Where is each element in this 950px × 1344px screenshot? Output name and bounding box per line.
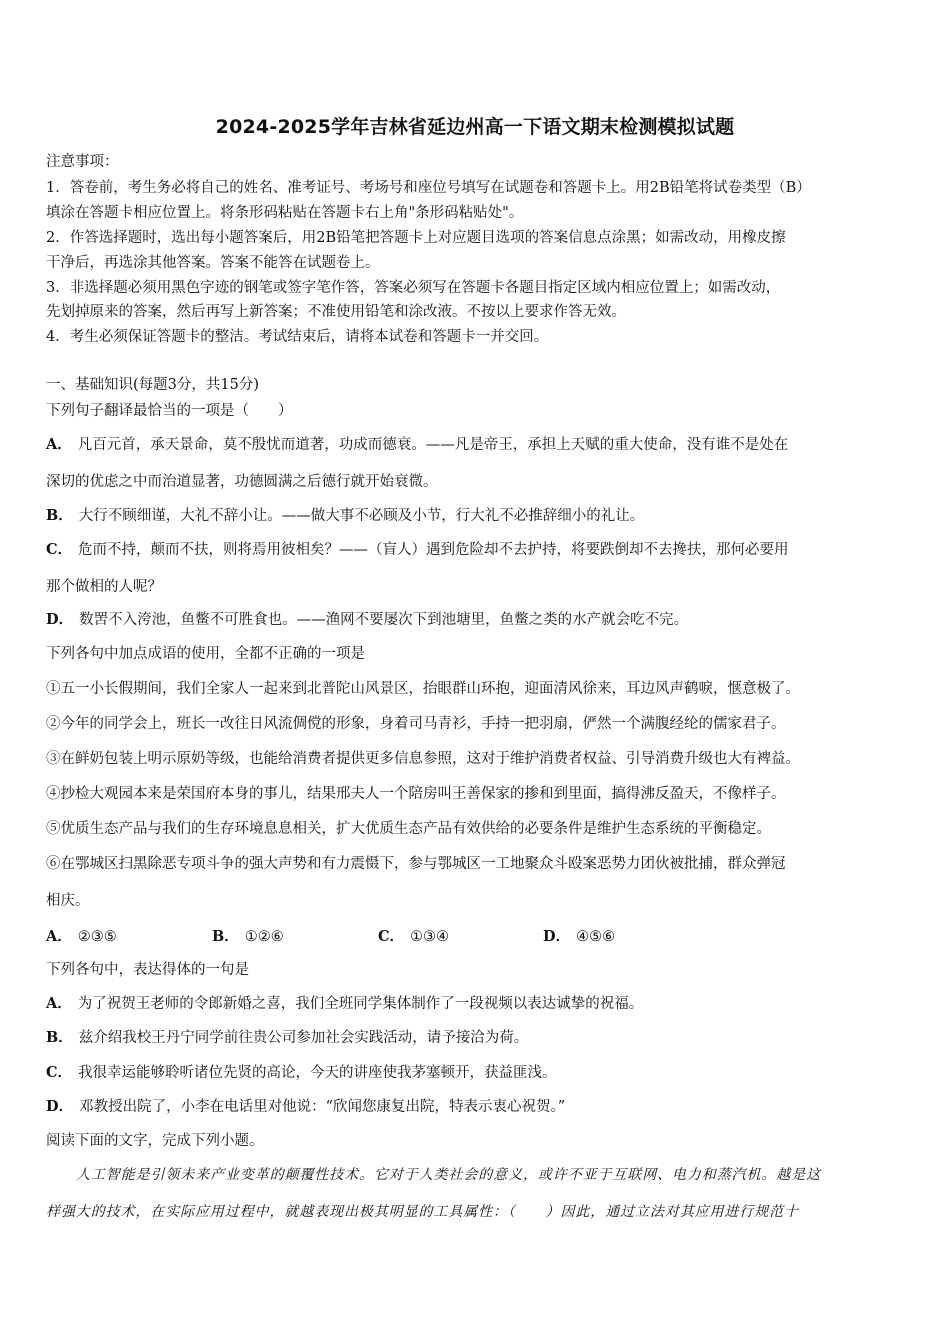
q3-option-a — [46, 995, 643, 1013]
option-text: 兹介绍我校王丹宁同学前往贵公司参加社会实践活动，请予接洽为荷。 — [78, 1030, 529, 1046]
q2-item: ①五一小长假期间，我们全家人一起来到北普陀山风景区，抬眼群山环抱，迎面清风徐来，耳边风声鹤唳，惬意极了。 — [46, 681, 800, 697]
option-label: C． — [46, 541, 73, 558]
option-text: 邓教授出院了，小李在电话里对他说：“欣闻您康复出院，特表示衷心祝贺。” — [79, 1099, 566, 1115]
q2-item: ④抄检大观园本来是荣国府本身的事儿，结果邢夫人一个陪房叫王善保家的掺和到里面，搞得沸反盈天，不像样子。 — [46, 786, 786, 802]
reading-intro: 阅读下面的文字，完成下列小题。 — [46, 1133, 264, 1149]
notice-heading: 注意事项： — [46, 154, 119, 170]
option-label: B． — [212, 928, 239, 945]
q2-item: ②今年的同学会上，班长一改往日风流倜傥的形象，身着司马青衫，手持一把羽扇，俨然一个满腹经纶的儒家君子。 — [46, 716, 786, 732]
q1-option-a — [46, 436, 788, 454]
option-label: C． — [46, 1064, 73, 1081]
option-text: ①③④ — [410, 929, 450, 945]
notice-line: 干净后，再选涂其他答案。答案不能答在试题卷上。 — [46, 255, 380, 271]
q3-option-b — [46, 1029, 528, 1047]
q2-choice-d — [543, 928, 615, 946]
q1-option-c — [46, 541, 789, 559]
reading-paragraph-cont: 样强大的技术，在实际应用过程中，就越表现出极其明显的工具属性：（ ）因此，通过立法对其应用进行规范十 — [46, 1204, 799, 1220]
notice-line: 填涂在答题卡相应位置上。将条形码粘贴在答题卡右上角"条形码粘贴处"。 — [46, 205, 524, 221]
q2-item: ⑥在鄂城区扫黑除恶专项斗争的强大声势和有力震慑下，参与鄂城区一工地聚众斗殴案恶势力团伙被批捕，群众弹冠 — [46, 856, 786, 872]
option-text: 数罟不入洿池，鱼鳖不可胜食也。——渔网不要屡次下到池塘里，鱼鳖之类的水产就会吃不完。 — [79, 612, 689, 628]
page-title: 2024-2025学年吉林省延边州高一下语文期末检测模拟试题 — [215, 116, 735, 138]
option-label: A． — [46, 436, 72, 453]
q3-option-d — [46, 1098, 565, 1116]
notice-line: 先划掉原来的答案，然后再写上新答案；不准使用铅笔和涂改液。不按以上要求作答无效。 — [46, 304, 626, 320]
option-text: ②③⑤ — [77, 929, 117, 945]
option-label: C． — [378, 928, 405, 945]
section-heading: 一、基础知识(每题3分，共15分) — [46, 377, 259, 393]
q2-choice-a — [46, 928, 117, 946]
q1-option-b — [46, 507, 644, 525]
option-label: D． — [543, 928, 571, 945]
q1-stem: 下列句子翻译最恰当的一项是（ ） — [46, 403, 293, 419]
option-label: B． — [46, 1029, 73, 1046]
option-text: ④⑤⑥ — [576, 929, 616, 945]
option-text: 危而不持，颠而不扶，则将焉用彼相矣？——（盲人）遇到危险却不去护持，将要跌倒却不去搀扶，那何必要用 — [78, 542, 789, 558]
q1-option-a-cont: 深切的优虑之中而治道显著，功德圆满之后德行就开始衰微。 — [46, 474, 438, 490]
option-label: B． — [46, 507, 73, 524]
q3-option-c — [46, 1064, 557, 1082]
option-text: 为了祝贺王老师的令郎新婚之喜，我们全班同学集体制作了一段视频以表达诚挚的祝福。 — [77, 996, 644, 1012]
notice-line: 2．作答选择题时，选出每小题答案后，用2B铅笔把答题卡上对应题目选项的答案信息点涂黑；如需改动，用橡皮擦 — [46, 230, 786, 246]
notice-line: 3．非选择题必须用黑色字迹的钢笔或签字笔作答，答案必须写在答题卡各题目指定区域内相应位置上；如需改动， — [46, 280, 781, 296]
notice-line: 4．考生必须保证答题卡的整洁。考试结束后，请将本试卷和答题卡一并交回。 — [46, 329, 549, 345]
q1-option-c-cont: 那个做相的人呢？ — [46, 579, 162, 595]
option-text: 我很幸运能够聆听诸位先贤的高论，今天的讲座使我茅塞顿开，获益匪浅。 — [78, 1065, 557, 1081]
q2-stem: 下列各句中加点成语的使用，全都不正确的一项是 — [46, 646, 365, 662]
option-text: 凡百元首，承天景命，莫不殷忧而道著，功成而德衰。——凡是帝王，承担上天赋的重大使命，没有谁不是处在 — [77, 437, 789, 453]
option-label: D． — [46, 1098, 74, 1115]
reading-paragraph: 人工智能是引领未来产业变革的颠覆性技术。它对于人类社会的意义，或许不亚于互联网、电力和蒸汽机。越是这 — [76, 1167, 821, 1183]
q2-choice-c — [378, 928, 449, 946]
q3-stem: 下列各句中，表达得体的一句是 — [46, 962, 249, 978]
option-text: ①②⑥ — [244, 929, 284, 945]
option-label: D． — [46, 611, 74, 628]
q1-option-d — [46, 611, 688, 629]
q2-item: ⑤优质生态产品与我们的生存环境息息相关，扩大优质生态产品有效供给的必要条件是维护生态系统的平衡稳定。 — [46, 821, 771, 837]
option-label: A． — [46, 928, 72, 945]
option-text: 大行不顾细谨，大礼不辞小让。——做大事不必顾及小节，行大礼不必推辞细小的礼让。 — [78, 508, 645, 524]
q2-item: ③在鲜奶包装上明示原奶等级，也能给消费者提供更多信息参照，这对于维护消费者权益、引导消费升级也大有裨益。 — [46, 751, 800, 767]
option-label: A． — [46, 995, 72, 1012]
notice-line: 1．答卷前，考生务必将自己的姓名、准考证号、考场号和座位号填写在试题卷和答题卡上。用2B铅笔将试卷类型（B） — [46, 180, 811, 196]
q2-choice-b — [212, 928, 284, 946]
q2-item-cont: 相庆。 — [46, 893, 90, 909]
